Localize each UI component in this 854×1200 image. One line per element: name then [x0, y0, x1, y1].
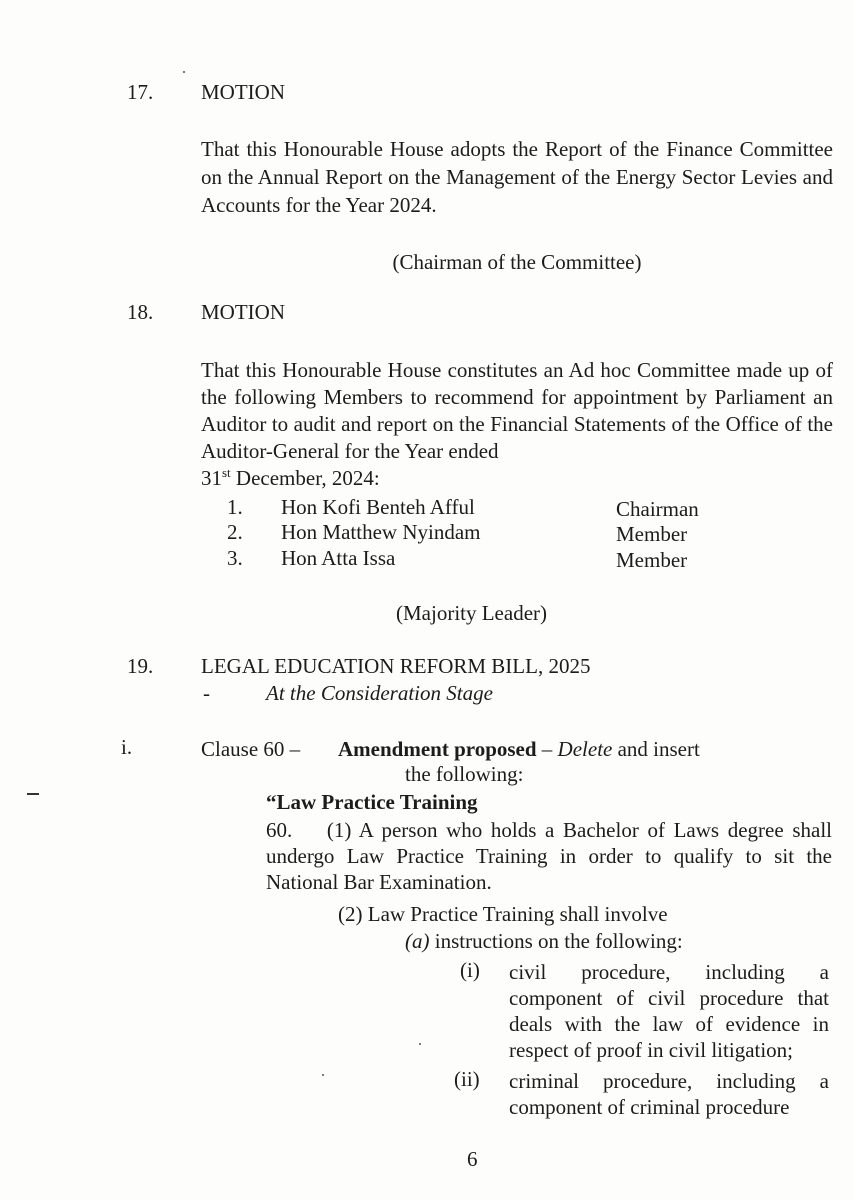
item-18-mover: (Majority Leader) [396, 601, 548, 625]
date-rest: December, 2024: [230, 466, 380, 490]
item-18-number: 18. [127, 300, 154, 324]
scan-speck [419, 1043, 421, 1045]
scan-speck [183, 71, 185, 73]
amendment-proposed-label: Amendment proposed [338, 737, 537, 761]
delete-word: Delete [557, 737, 613, 761]
page-number: 6 [467, 1147, 478, 1171]
member-number: 3. [227, 546, 243, 570]
member-name: Hon Matthew Nyindam [281, 520, 481, 544]
member-number: 1. [227, 495, 243, 519]
member-number: 2. [227, 520, 243, 544]
member-role: Chairman [616, 497, 699, 521]
item-19-number: 19. [127, 654, 154, 678]
item-17-heading: MOTION [201, 80, 285, 104]
item-18-motion-text: That this Honourable House constitutes an Ad hoc Committee made up of the following Members to recommend for appointment by Parliament an Auditor to audit and report on the Financial Statements of the Office of the Auditor-General for the Year ended [201, 358, 833, 463]
subitem-ii-label: (ii) [454, 1067, 480, 1091]
subitem-ii-text: criminal procedure, including a component of criminal procedure [509, 1069, 829, 1119]
subitem-i-text: civil procedure, including a component of civil procedure that deals with the law of evidence in respect of proof in civil litigation; [509, 960, 829, 1062]
clause-label: Clause 60 – [201, 737, 301, 761]
subparagraph-a-text: instructions on the following: [429, 929, 683, 953]
item-19-stage: At the Consideration Stage [266, 681, 493, 705]
item-17-mover: (Chairman of the Committee) [392, 250, 642, 274]
item-17-number: 17. [127, 80, 154, 104]
amendment-instruction [338, 736, 700, 762]
member-role: Member [616, 522, 688, 546]
item-18-heading: MOTION [201, 300, 285, 324]
section-60-subsection-1: 60. (1) A person who holds a Bachelor of Laws degree shall undergo Law Practice Training in order to qualify to sit the National Bar Examination. [266, 818, 838, 894]
amendment-marker: i. [121, 735, 133, 759]
subparagraph-a-label: (a) [405, 929, 430, 953]
member-name: Hon Kofi Benteh Afful [281, 495, 475, 519]
item-17-motion-text: That this Honourable House adopts the Report of the Finance Committee on the Annual Report on the Management of the Energy Sector Levies and Accounts for the Year 2024. [201, 137, 833, 217]
following-text: the following: [405, 762, 524, 786]
margin-mark [27, 793, 39, 795]
date-day: 31 [201, 466, 222, 490]
scan-speck [322, 1074, 324, 1076]
item-19-bill-title: LEGAL EDUCATION REFORM BILL, 2025 [201, 654, 591, 678]
item-18-date-line [201, 465, 380, 491]
insert-text: and insert [612, 737, 700, 761]
amendment-separator: – [536, 737, 558, 761]
section-60-subsection-2: (2) Law Practice Training shall involve [338, 902, 668, 926]
member-role: Member [616, 548, 688, 572]
subitem-i-label: (i) [460, 958, 480, 982]
date-ordinal: st [222, 465, 231, 480]
stage-dash: - [203, 681, 210, 705]
subparagraph-a [405, 928, 683, 954]
section-title: “Law Practice Training [266, 790, 478, 814]
member-name: Hon Atta Issa [281, 546, 396, 570]
